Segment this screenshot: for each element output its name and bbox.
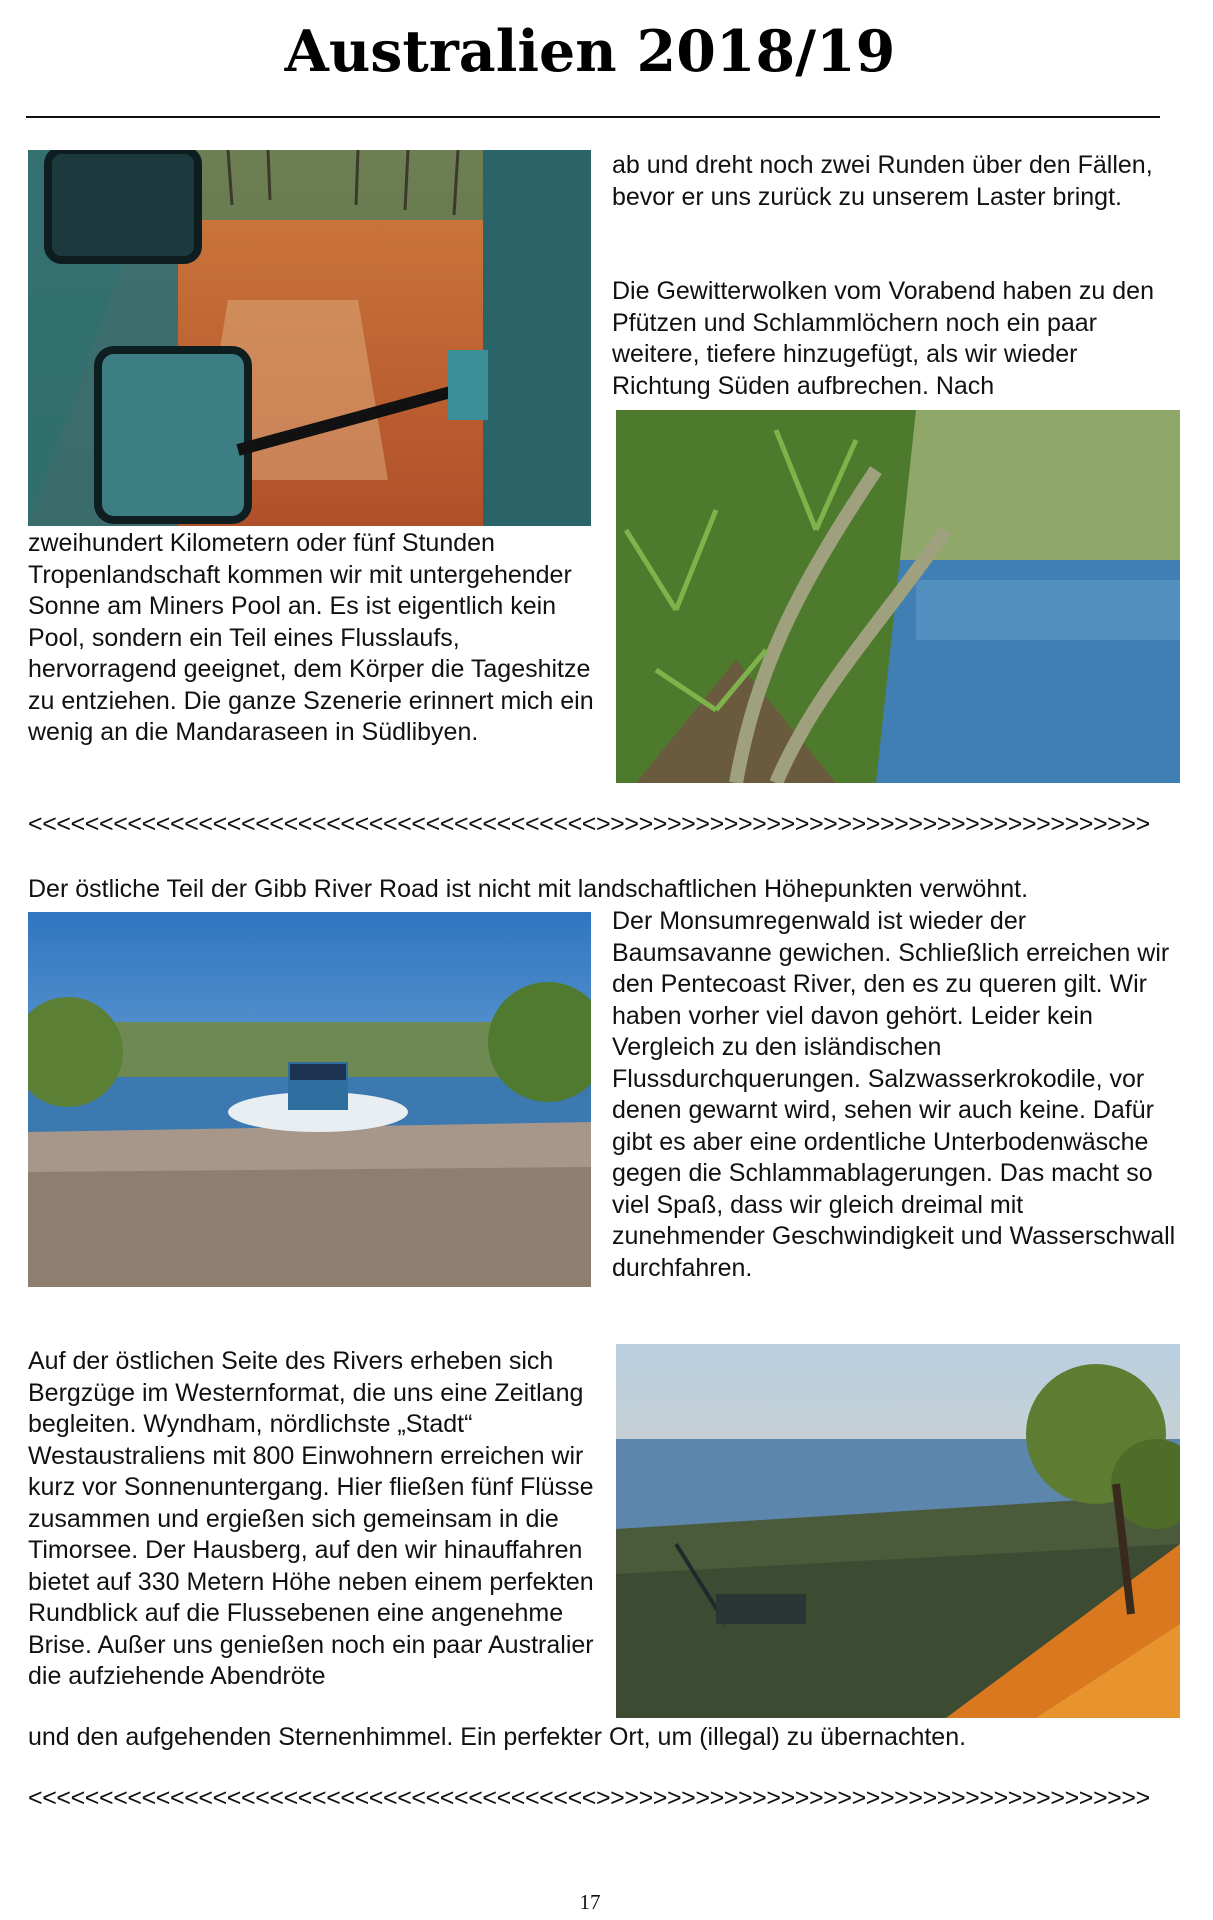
paragraph-3-rest: Der Monsumregenwald ist wieder der Baumsavanne gewichen. Schließlich erreichen wir den Pentecoast River, den es zu queren gilt. Wir haben vorher viel davon gehört. Leider kein Vergleich zu den isländischen Flussdurchquerungen. Salzwasserkrokodile, vor denen gewarnt wird, sehen wir auch keine. Dafür gibt es aber eine ordentliche Unterbodenwäsche gegen die Schlammablagerungen. Das macht so viel Spaß, dass wir gleich dreimal mit zunehmender Geschwindigkeit und Wasserschwall durchfahren. [612, 907, 1176, 1282]
paragraph-3-first-line: Der östliche Teil der Gibb River Road ist nicht mit landschaftlichen Höhepunkten verwöhnt. [28, 875, 1029, 903]
photo-river-crossing [28, 912, 591, 1287]
paragraph-4-last-line: und den aufgehenden Sternenhimmel. Ein perfekter Ort, um (illegal) zu übernachten. [28, 1723, 967, 1751]
paragraph-2-bottom: zweihundert Kilometern oder fünf Stunden Tropenlandschaft kommen wir mit untergehender Sonne am Miners Pool an. Es ist eigentlich kein Pool, sondern ein Teil eines Flusslaufs, hervorragend geeignet, dem Körper die Tageshitze zu entziehen. Die ganze Szenerie erinnert mich ein wenig an die Mandaraseen in Südlibyen. [28, 529, 594, 746]
photo-wyndham-lookout [616, 1344, 1180, 1718]
paragraph-4: Auf der östlichen Seite des Rivers erheben sich Bergzüge im Westernformat, die uns eine Zeitlang begleiten. Wyndham, nördlichste „Stadt“ Westaustraliens mit 800 Einwohnern erreichen wir kurz vor Sonnenuntergang. Hier fließen fünf Flüsse zusammen und ergießen sich gemeinsam in die Timorsee. Der Hausberg, auf den wir hinauffahren bietet auf 330 Metern Höhe neben einem perfekten Rundblick auf die Flussebenen eine angenehme Brise. Außer uns genießen noch ein paar Australier die aufziehende Abendröte [28, 1347, 594, 1690]
header-rule [26, 116, 1160, 118]
paragraph-1: ab und dreht noch zwei Runden über den Fällen, bevor er uns zurück zu unserem Laster bringt. [612, 151, 1153, 211]
paragraph-2-top: Die Gewitterwolken vom Vorabend haben zu den Pfützen und Schlammlöchern noch ein paar weitere, tiefere hinzugefügt, als wir wieder Richtung Süden aufbrechen. Nach [612, 277, 1154, 400]
photo-miners-pool [616, 410, 1180, 783]
section-separator-2: <<<<<<<<<<<<<<<<<<<<<<<<<<<<<<<<<<<<<<<<>>>>>>>>>>>>>>>>>>>>>>>>>>>>>>>>>>>>>>> [28, 1784, 1150, 1812]
page-title: Australien 2018/19 [284, 18, 896, 85]
page-number: 17 [579, 1890, 601, 1914]
section-separator-1: <<<<<<<<<<<<<<<<<<<<<<<<<<<<<<<<<<<<<<<<>>>>>>>>>>>>>>>>>>>>>>>>>>>>>>>>>>>>>>> [28, 810, 1150, 838]
photo-muddy-road [28, 150, 591, 526]
